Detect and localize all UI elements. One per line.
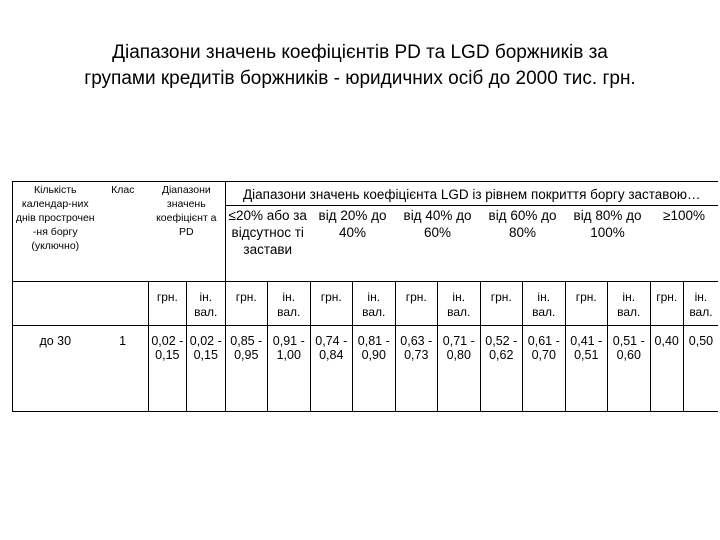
subheader-uah: грн. (310, 282, 353, 326)
header-days-overdue: Кількість календар-них днів прострочен -ня боргу (уключно) (13, 182, 98, 282)
subheader-uah: грн. (225, 282, 268, 326)
subheader-foreign: ін. вал. (683, 282, 718, 326)
cell-class: 1 (98, 326, 149, 412)
pd-lgd-table (12, 181, 718, 412)
cell-lgd-uah: 0,52 - 0,62 (480, 326, 523, 412)
subheader-empty (13, 282, 98, 326)
cell-lgd-uah: 0,63 - 0,73 (395, 326, 438, 412)
subheader-foreign: ін. вал. (523, 282, 566, 326)
title-line-1: Діапазони значень коефіцієнтів PD та LGD боржників за (112, 42, 608, 63)
title-line-2: групами кредитів боржників - юридичних осіб до 2000 тис. грн. (84, 68, 636, 89)
header-pd-range: Діапазони значень коефіцієнт а PD (148, 182, 225, 282)
cell-lgd-uah: 0,40 (650, 326, 683, 412)
header-range-1: ≤20% або за відсутнос ті застави (225, 206, 310, 282)
subheader-uah: грн. (480, 282, 523, 326)
subheader-uah: грн. (650, 282, 683, 326)
cell-lgd-foreign: 0,71 - 0,80 (438, 326, 481, 412)
cell-lgd-uah: 0,74 - 0,84 (310, 326, 353, 412)
cell-lgd-foreign: 0,61 - 0,70 (523, 326, 566, 412)
cell-lgd-uah: 0,41 - 0,51 (565, 326, 608, 412)
subheader-foreign: ін. вал. (608, 282, 651, 326)
cell-lgd-foreign: 0,91 - 1,00 (268, 326, 311, 412)
cell-pd-uah: 0,02 - 0,15 (148, 326, 186, 412)
subheader-uah: грн. (565, 282, 608, 326)
subheader-uah: грн. (148, 282, 186, 326)
header-lgd-main: Діапазони значень коефіцієнта LGD із рівнем покриття боргу заставою… (225, 182, 718, 206)
page-title (0, 40, 720, 92)
subheader-foreign: ін. вал. (187, 282, 225, 326)
header-range-6: ≥100% (650, 206, 718, 282)
subheader-empty (98, 282, 149, 326)
cell-days: до 30 (13, 326, 98, 412)
header-range-5: від 80% до 100% (565, 206, 650, 282)
header-range-2: від 20% до 40% (310, 206, 395, 282)
subheader-foreign: ін. вал. (438, 282, 481, 326)
header-range-4: від 60% до 80% (480, 206, 565, 282)
cell-lgd-foreign: 0,50 (683, 326, 718, 412)
subheader-uah: грн. (395, 282, 438, 326)
cell-lgd-uah: 0,85 - 0,95 (225, 326, 268, 412)
subheader-foreign: ін. вал. (353, 282, 396, 326)
cell-lgd-foreign: 0,81 - 0,90 (353, 326, 396, 412)
cell-lgd-foreign: 0,51 - 0,60 (608, 326, 651, 412)
header-class: Клас (98, 182, 149, 282)
header-range-3: від 40% до 60% (395, 206, 480, 282)
subheader-foreign: ін. вал. (268, 282, 311, 326)
cell-pd-foreign: 0,02 - 0,15 (187, 326, 225, 412)
